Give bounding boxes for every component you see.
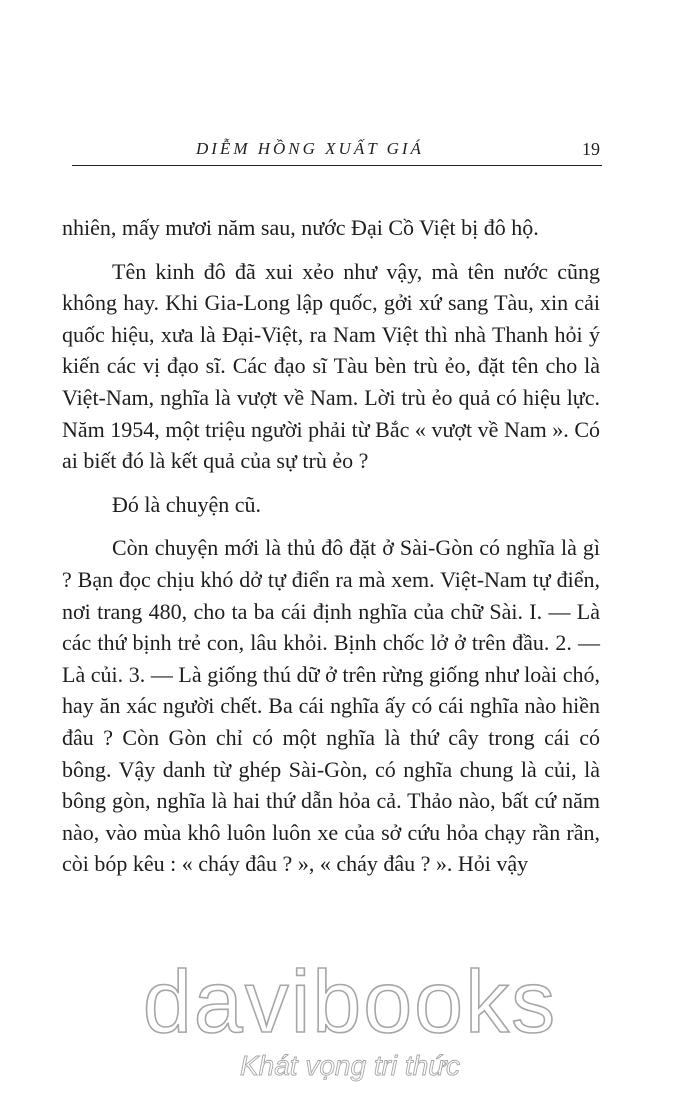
page-number: 19: [582, 139, 600, 159]
paragraph: Tên kinh đô đã xui xẻo như vậy, mà tên nước cũng không hay. Khi Gia-Long lập quốc, gởi xứ sang Tàu, xin cải quốc hiệu, xưa là Đại-Việt, ra Nam Việt thì nhà Thanh hỏi ý kiến các vị đạo sĩ. Các đạo sĩ Tàu bèn trù ẻo, đặt tên cho là Việt-Nam, nghĩa là vượt về Nam. Lời trù ẻo quả có hiệu lực. Năm 1954, một triệu người phải từ Bắc « vượt về Nam ». Có ai biết đó là kết quả của sự trù ẻo ?: [62, 258, 600, 474]
paragraph: nhiên, mấy mươi năm sau, nước Đại Cồ Việt bị đô hộ.: [62, 215, 539, 240]
paragraph: Còn chuyện mới là thủ đô đặt ở Sài-Gòn có nghĩa là gì ? Bạn đọc chịu khó dở tự điển ra mà xem. Việt-Nam tự điển, nơi trang 480, cho ta ba cái định nghĩa của chữ Sài. I. — Là các thứ bịnh trẻ con, lâu khỏi. Bịnh chốc lở ở trên đầu. 2. — Là củi. 3. — Là giống thú dữ ở trên rừng giống như loài chó, hay ăn xác người chết. Ba cái nghĩa ấy có cái nghĩa nào hiền đâu ? Còn Gòn chỉ có một nghĩa là thứ cây trong cái có bông. Vậy danh từ ghép Sài-Gòn, có nghĩa chung là củi, là bông gòn, nghĩa là hai thứ dẫn hỏa cả. Thảo nào, bất cứ năm nào, vào mùa khô luôn luôn xe của sở cứu hỏa chạy rần rần, còi bóp kêu : « cháy đâu ? », « cháy đâu ? ». Hỏi vậy: [62, 535, 600, 877]
watermark-brand: davibooks: [142, 952, 558, 1051]
watermark-tagline: Khát vọng tri thức: [239, 1050, 461, 1081]
page-header: [72, 135, 602, 166]
paragraph: Đó là chuyện cũ.: [112, 491, 262, 517]
body-text: [62, 212, 600, 892]
running-title: DIỄM HỒNG XUẤT GIÁ: [196, 139, 424, 158]
watermark: [100, 952, 600, 1082]
